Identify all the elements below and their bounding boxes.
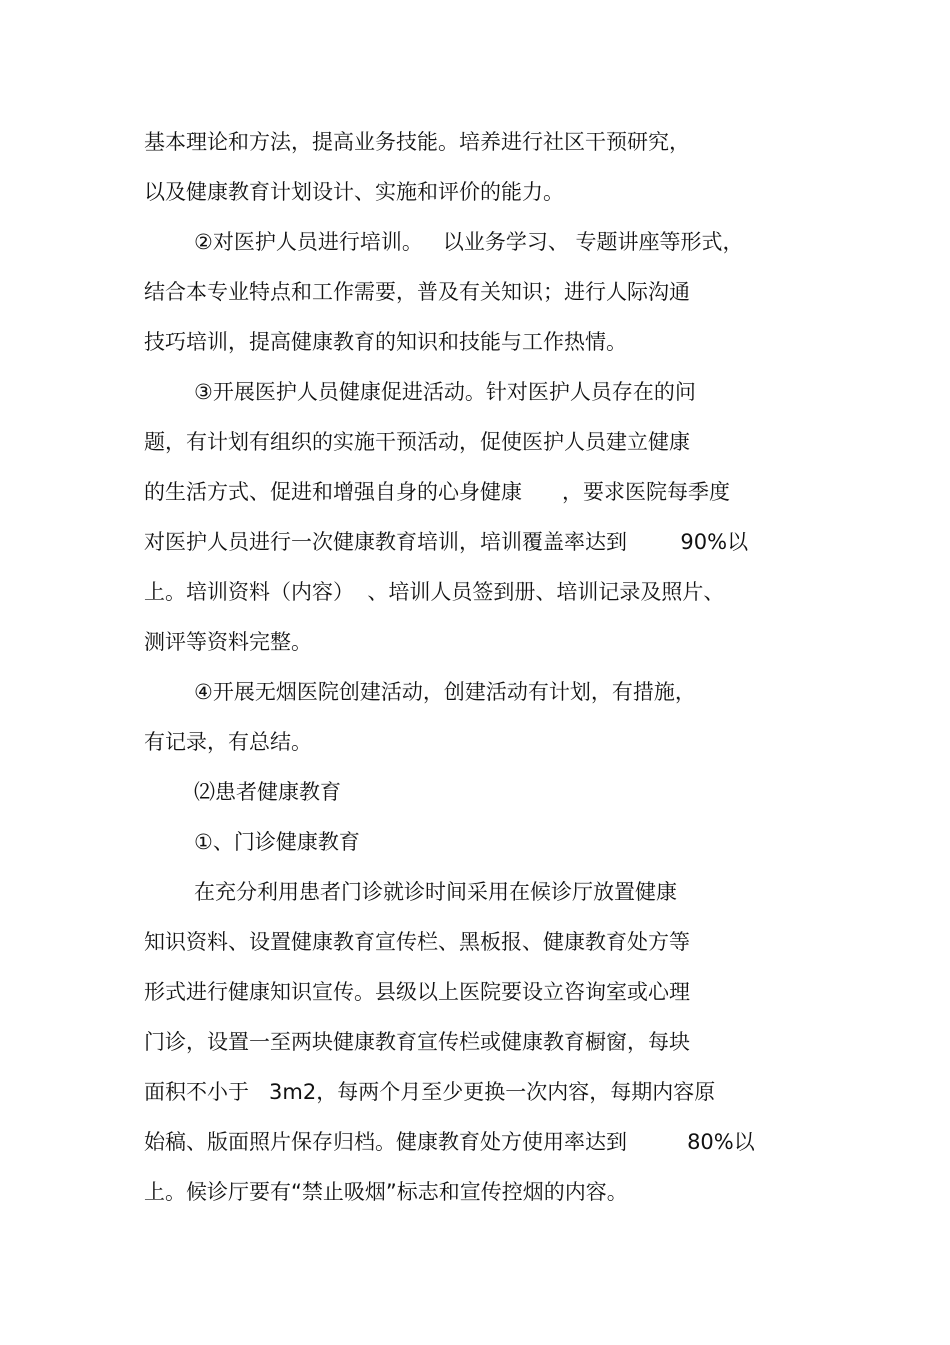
text-line-16: 在充分利用患者门诊就诊时间采用在候诊厅放置健康 [194, 880, 677, 904]
text-line-19: 门诊，设置一至两块健康教育宣传栏或健康教育橱窗，每块 [144, 1030, 690, 1054]
text-line-6: ③开展医护人员健康促进活动。针对医护人员存在的问 [194, 380, 696, 404]
text-line-12: ④开展无烟医院创建活动，创建活动有计划，有措施， [194, 680, 696, 704]
text-line-20: 面积不小于 3m2，每两个月至少更换一次内容，每期内容原 [144, 1080, 716, 1104]
text-line-4: 结合本专业特点和工作需要，普及有关知识；进行人际沟通 [144, 280, 690, 304]
text-line-9: 对医护人员进行一次健康教育培训，培训覆盖率达到 90%以 [144, 530, 749, 554]
text-line-17: 知识资料、设置健康教育宣传栏、黑板报、健康教育处方等 [144, 930, 690, 954]
subsection-heading-outpatient: ①、门诊健康教育 [194, 830, 360, 854]
text-line-2: 以及健康教育计划设计、实施和评价的能力。 [144, 180, 564, 204]
text-line-11: 测评等资料完整。 [144, 630, 312, 654]
text-line-8: 的生活方式、促进和增强自身的心身健康 ，要求医院每季度 [144, 480, 731, 504]
text-line-5: 技巧培训，提高健康教育的知识和技能与工作热情。 [144, 330, 627, 354]
text-line-18: 形式进行健康知识宣传。县级以上医院要设立咨询室或心理 [144, 980, 690, 1004]
section-heading-patient-education: ⑵患者健康教育 [194, 780, 341, 804]
text-line-10: 上。培训资料（内容） 、培训人员签到册、培训记录及照片、 [144, 580, 725, 604]
text-line-7: 题，有计划有组织的实施干预活动，促使医护人员建立健康 [144, 430, 690, 454]
text-line-21: 始稿、版面照片保存归档。健康教育处方使用率达到 80%以 [144, 1130, 755, 1154]
text-line-22: 上。候诊厅要有“禁止吸烟”标志和宣传控烟的内容。 [144, 1180, 628, 1204]
text-line-3: ②对医护人员进行培训。 以业务学习、 专题讲座等形式， [194, 230, 744, 254]
text-line-13: 有记录，有总结。 [144, 730, 312, 754]
text-line-1: 基本理论和方法，提高业务技能。培养进行社区干预研究， [144, 130, 690, 154]
